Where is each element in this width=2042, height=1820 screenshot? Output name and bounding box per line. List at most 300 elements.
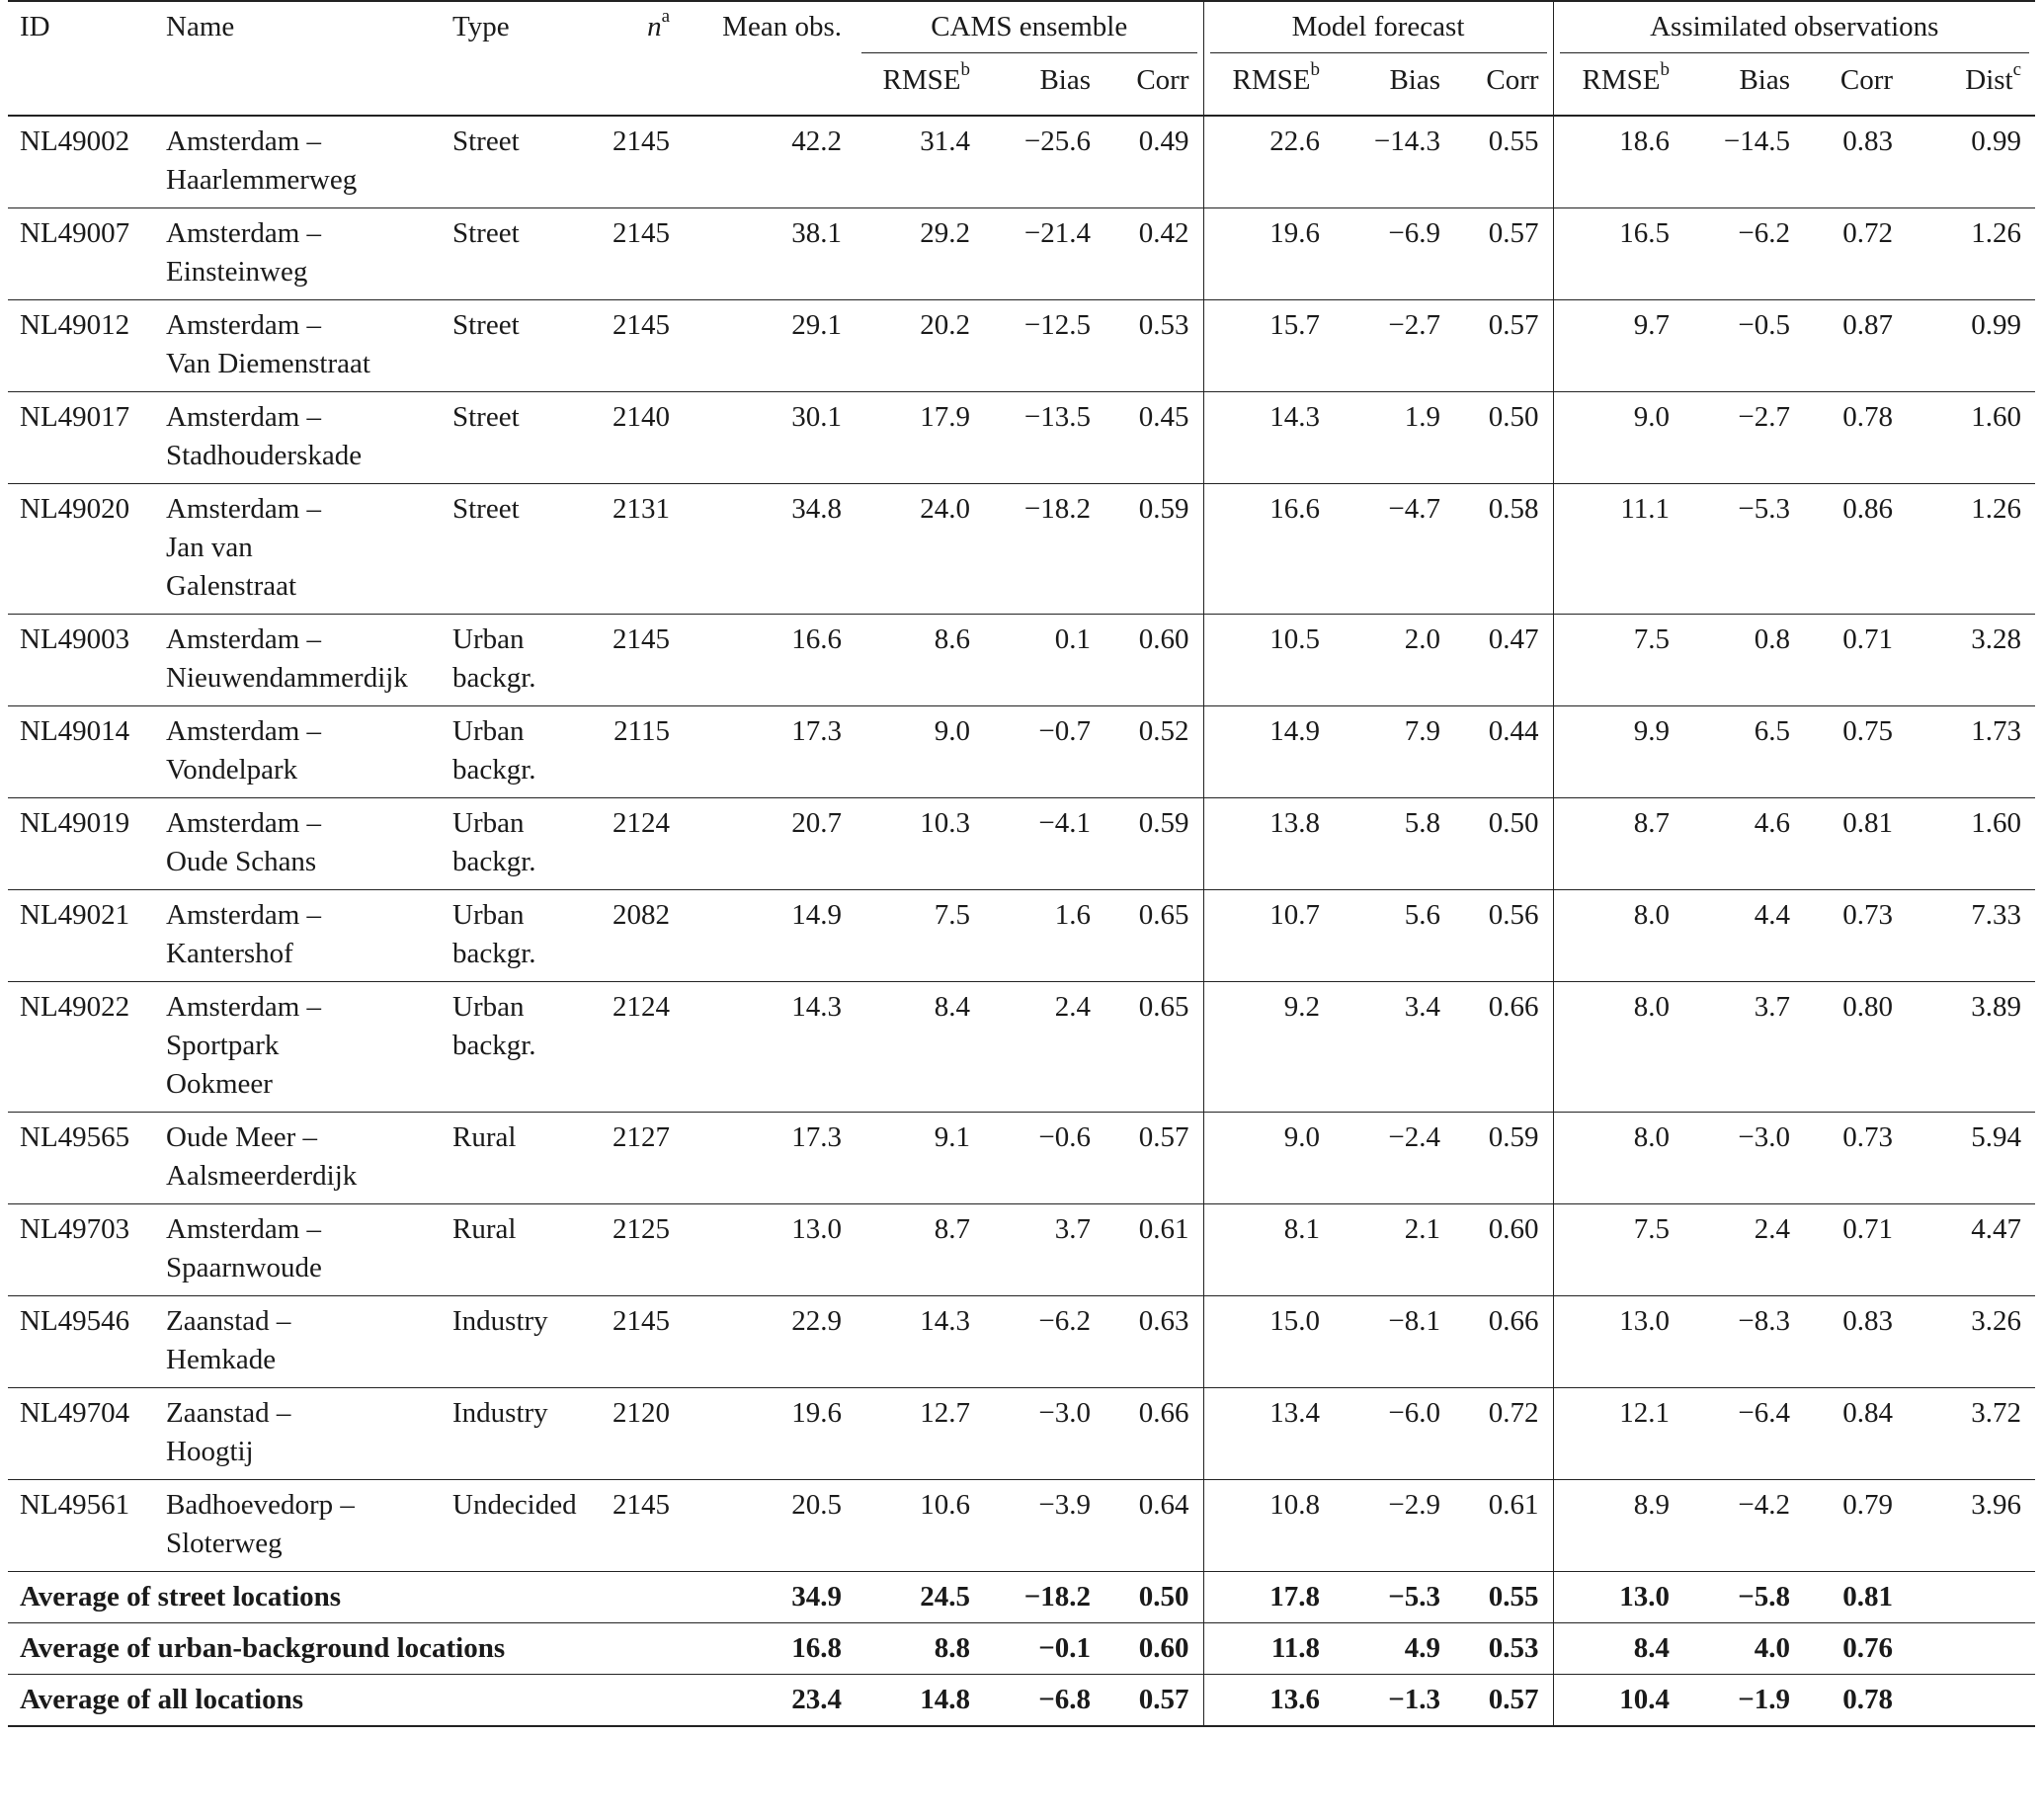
- cell-m-corr: 0.60: [1454, 1204, 1553, 1296]
- cell-id: NL49561: [8, 1480, 166, 1572]
- station-type-line: backgr.: [452, 662, 536, 694]
- average-cell-mean: 23.4: [670, 1675, 856, 1727]
- cell-a-rmse: 11.1: [1553, 484, 1683, 615]
- cell-dist: 1.60: [1907, 798, 2035, 890]
- station-type-line: Street: [452, 125, 520, 157]
- cell-mean: 30.1: [670, 392, 856, 484]
- cell-c-corr: 0.59: [1104, 798, 1203, 890]
- table-row: [8, 1113, 2035, 1204]
- average-cell-c-bias: −18.2: [984, 1572, 1104, 1623]
- footnote-b-marker: b: [960, 59, 970, 81]
- average-cell-c-corr: 0.60: [1104, 1623, 1203, 1675]
- cell-c-rmse: 8.6: [856, 615, 984, 706]
- cell-dist: 3.96: [1907, 1480, 2035, 1572]
- cell-name: [166, 1480, 452, 1572]
- average-label: Average of urban-background locations: [8, 1623, 670, 1675]
- cell-c-bias: 1.6: [984, 890, 1104, 982]
- average-cell-a-bias: 4.0: [1683, 1623, 1804, 1675]
- cell-a-bias: −6.4: [1683, 1388, 1804, 1480]
- cell-n: 2120: [591, 1388, 670, 1480]
- cell-c-bias: 2.4: [984, 982, 1104, 1113]
- cell-m-bias: 5.6: [1334, 890, 1454, 982]
- cell-name: [166, 300, 452, 392]
- station-name-line: Amsterdam –: [166, 401, 322, 433]
- sub-header-model-bias: Bias: [1334, 53, 1454, 116]
- cell-c-rmse: 17.9: [856, 392, 984, 484]
- cell-a-bias: 3.7: [1683, 982, 1804, 1113]
- col-header-type: Type: [452, 1, 591, 53]
- average-row: [8, 1572, 2035, 1623]
- cell-id: NL49012: [8, 300, 166, 392]
- sub-header-rmse-text: RMSE: [1582, 64, 1661, 96]
- station-name-line: Oude Schans: [166, 846, 317, 877]
- station-type-line: Urban: [452, 991, 525, 1023]
- cell-mean: 38.1: [670, 208, 856, 300]
- cell-c-corr: 0.59: [1104, 484, 1203, 615]
- cell-m-bias: 5.8: [1334, 798, 1454, 890]
- cell-id: NL49546: [8, 1296, 166, 1388]
- average-cell-dist: [1907, 1572, 2035, 1623]
- average-cell-a-rmse: 10.4: [1553, 1675, 1683, 1727]
- cell-c-rmse: 12.7: [856, 1388, 984, 1480]
- cell-c-bias: −21.4: [984, 208, 1104, 300]
- table-row: [8, 1296, 2035, 1388]
- cell-c-rmse: 24.0: [856, 484, 984, 615]
- average-cell-a-corr: 0.76: [1804, 1623, 1907, 1675]
- station-name-line: Badhoevedorp –: [166, 1489, 355, 1521]
- footnote-b-marker: b: [1310, 59, 1321, 81]
- cell-a-corr: 0.86: [1804, 484, 1907, 615]
- cell-m-corr: 0.50: [1454, 392, 1553, 484]
- cell-n: 2125: [591, 1204, 670, 1296]
- cell-m-rmse: 15.0: [1203, 1296, 1334, 1388]
- cell-name: [166, 208, 452, 300]
- cell-a-bias: 6.5: [1683, 706, 1804, 798]
- cell-m-bias: 7.9: [1334, 706, 1454, 798]
- cell-a-corr: 0.83: [1804, 116, 1907, 208]
- cell-a-corr: 0.78: [1804, 392, 1907, 484]
- cell-a-corr: 0.81: [1804, 798, 1907, 890]
- cell-name: [166, 392, 452, 484]
- average-cell-a-rmse: 8.4: [1553, 1623, 1683, 1675]
- cell-m-rmse: 13.8: [1203, 798, 1334, 890]
- sub-header-rmse-text: RMSE: [1232, 64, 1311, 96]
- cell-dist: 0.99: [1907, 116, 2035, 208]
- cell-type: [452, 116, 591, 208]
- station-type-line: Rural: [452, 1213, 517, 1245]
- cell-c-bias: −4.1: [984, 798, 1104, 890]
- average-cell-mean: 16.8: [670, 1623, 856, 1675]
- station-name-line: Amsterdam –: [166, 991, 322, 1023]
- cell-a-bias: −8.3: [1683, 1296, 1804, 1388]
- sub-header-assim-rmse: [1553, 53, 1683, 116]
- cell-c-corr: 0.64: [1104, 1480, 1203, 1572]
- cell-id: NL49704: [8, 1388, 166, 1480]
- cell-c-corr: 0.42: [1104, 208, 1203, 300]
- cell-c-bias: −3.9: [984, 1480, 1104, 1572]
- station-name-line: Amsterdam –: [166, 125, 322, 157]
- cell-m-corr: 0.72: [1454, 1388, 1553, 1480]
- cell-a-rmse: 7.5: [1553, 615, 1683, 706]
- average-cell-a-rmse: 13.0: [1553, 1572, 1683, 1623]
- group-header-model-label: Model forecast: [1210, 8, 1547, 53]
- cell-a-rmse: 8.0: [1553, 982, 1683, 1113]
- cell-mean: 20.7: [670, 798, 856, 890]
- cell-dist: 7.33: [1907, 890, 2035, 982]
- col-header-id: ID: [8, 1, 166, 53]
- cell-c-bias: −13.5: [984, 392, 1104, 484]
- cell-m-bias: 2.1: [1334, 1204, 1454, 1296]
- cell-a-bias: −4.2: [1683, 1480, 1804, 1572]
- cell-dist: 1.73: [1907, 706, 2035, 798]
- cell-name: [166, 1296, 452, 1388]
- cell-c-rmse: 10.6: [856, 1480, 984, 1572]
- cell-mean: 14.9: [670, 890, 856, 982]
- average-cell-m-corr: 0.53: [1454, 1623, 1553, 1675]
- cell-m-rmse: 16.6: [1203, 484, 1334, 615]
- station-type-line: Urban: [452, 715, 525, 747]
- footnote-a-marker: a: [661, 6, 670, 28]
- average-cell-m-bias: 4.9: [1334, 1623, 1454, 1675]
- cell-id: NL49020: [8, 484, 166, 615]
- cell-name: [166, 615, 452, 706]
- cell-m-bias: −6.0: [1334, 1388, 1454, 1480]
- group-header-assim-label: Assimilated observations: [1560, 8, 2030, 53]
- col-header-mean-obs: Mean obs.: [670, 1, 856, 53]
- cell-id: NL49022: [8, 982, 166, 1113]
- cell-mean: 22.9: [670, 1296, 856, 1388]
- cell-m-rmse: 15.7: [1203, 300, 1334, 392]
- station-name-line: Haarlemmerweg: [166, 164, 358, 196]
- cell-a-bias: −14.5: [1683, 116, 1804, 208]
- cell-m-rmse: 14.9: [1203, 706, 1334, 798]
- cell-a-rmse: 8.0: [1553, 890, 1683, 982]
- station-name-line: Aalsmeerderdijk: [166, 1160, 358, 1192]
- cell-n: 2145: [591, 116, 670, 208]
- cell-a-rmse: 8.9: [1553, 1480, 1683, 1572]
- cell-mean: 17.3: [670, 706, 856, 798]
- cell-type: [452, 1204, 591, 1296]
- cell-m-bias: −2.7: [1334, 300, 1454, 392]
- group-header-cams: [856, 1, 1203, 53]
- station-name-line: Kantershof: [166, 938, 293, 969]
- station-name-line: Amsterdam –: [166, 493, 322, 525]
- cell-c-rmse: 7.5: [856, 890, 984, 982]
- average-cell-a-corr: 0.81: [1804, 1572, 1907, 1623]
- table-row: [8, 484, 2035, 615]
- table-row: [8, 1204, 2035, 1296]
- cell-id: NL49003: [8, 615, 166, 706]
- col-header-n: [591, 1, 670, 53]
- cell-name: [166, 798, 452, 890]
- cell-dist: 1.26: [1907, 484, 2035, 615]
- cell-a-bias: −3.0: [1683, 1113, 1804, 1204]
- station-name-line: Zaanstad –: [166, 1397, 291, 1429]
- cell-m-rmse: 14.3: [1203, 392, 1334, 484]
- cell-c-bias: −18.2: [984, 484, 1104, 615]
- cell-a-bias: 4.6: [1683, 798, 1804, 890]
- station-name-line: Amsterdam –: [166, 309, 322, 341]
- sub-header-model-corr: Corr: [1454, 53, 1553, 116]
- cell-type: [452, 615, 591, 706]
- average-cell-dist: [1907, 1675, 2035, 1727]
- cell-c-corr: 0.63: [1104, 1296, 1203, 1388]
- footnote-c-marker: c: [2012, 59, 2022, 81]
- station-name-line: Oude Meer –: [166, 1121, 318, 1153]
- cell-m-rmse: 10.5: [1203, 615, 1334, 706]
- average-cell-c-rmse: 14.8: [856, 1675, 984, 1727]
- cell-c-rmse: 9.0: [856, 706, 984, 798]
- average-cell-m-bias: −1.3: [1334, 1675, 1454, 1727]
- average-cell-c-corr: 0.50: [1104, 1572, 1203, 1623]
- cell-a-rmse: 7.5: [1553, 1204, 1683, 1296]
- cell-n: 2124: [591, 798, 670, 890]
- cell-type: [452, 798, 591, 890]
- station-name-line: Zaanstad –: [166, 1305, 291, 1337]
- average-cell-m-rmse: 11.8: [1203, 1623, 1334, 1675]
- average-cell-dist: [1907, 1623, 2035, 1675]
- cell-m-rmse: 8.1: [1203, 1204, 1334, 1296]
- cell-name: [166, 706, 452, 798]
- cell-c-corr: 0.60: [1104, 615, 1203, 706]
- cell-c-bias: −0.7: [984, 706, 1104, 798]
- cell-name: [166, 116, 452, 208]
- station-name-line: Sportpark: [166, 1030, 280, 1061]
- cell-c-corr: 0.49: [1104, 116, 1203, 208]
- average-cell-c-rmse: 8.8: [856, 1623, 984, 1675]
- cell-a-corr: 0.84: [1804, 1388, 1907, 1480]
- cell-mean: 14.3: [670, 982, 856, 1113]
- average-cell-m-rmse: 17.8: [1203, 1572, 1334, 1623]
- cell-id: NL49703: [8, 1204, 166, 1296]
- cell-n: 2145: [591, 615, 670, 706]
- cell-name: [166, 1204, 452, 1296]
- cell-type: [452, 208, 591, 300]
- cell-type: [452, 484, 591, 615]
- average-row: [8, 1675, 2035, 1727]
- cell-c-rmse: 20.2: [856, 300, 984, 392]
- cell-n: 2131: [591, 484, 670, 615]
- station-type-line: Urban: [452, 623, 525, 655]
- cell-a-rmse: 9.9: [1553, 706, 1683, 798]
- group-header-cams-label: CAMS ensemble: [861, 8, 1197, 53]
- cell-dist: 4.47: [1907, 1204, 2035, 1296]
- cell-m-rmse: 9.2: [1203, 982, 1334, 1113]
- cell-c-rmse: 14.3: [856, 1296, 984, 1388]
- cell-c-corr: 0.66: [1104, 1388, 1203, 1480]
- table-wrapper: [8, 0, 2035, 1727]
- station-name-line: Sloterweg: [166, 1528, 283, 1559]
- station-type-line: Street: [452, 309, 520, 341]
- average-cell-a-bias: −5.8: [1683, 1572, 1804, 1623]
- cell-c-rmse: 10.3: [856, 798, 984, 890]
- average-cell-m-rmse: 13.6: [1203, 1675, 1334, 1727]
- station-type-line: backgr.: [452, 1030, 536, 1061]
- cell-a-bias: −0.5: [1683, 300, 1804, 392]
- cell-mean: 13.0: [670, 1204, 856, 1296]
- cell-m-corr: 0.44: [1454, 706, 1553, 798]
- cell-c-rmse: 8.4: [856, 982, 984, 1113]
- cell-c-corr: 0.45: [1104, 392, 1203, 484]
- cell-a-rmse: 9.0: [1553, 392, 1683, 484]
- cell-m-corr: 0.55: [1454, 116, 1553, 208]
- sub-header-cams-bias: Bias: [984, 53, 1104, 116]
- station-name-line: Van Diemenstraat: [166, 348, 370, 379]
- sub-header-assim-bias: Bias: [1683, 53, 1804, 116]
- cell-m-corr: 0.56: [1454, 890, 1553, 982]
- cell-a-bias: 0.8: [1683, 615, 1804, 706]
- cell-c-bias: −3.0: [984, 1388, 1104, 1480]
- cell-a-corr: 0.87: [1804, 300, 1907, 392]
- sub-header-assim-corr: Corr: [1804, 53, 1907, 116]
- table-row: [8, 615, 2035, 706]
- cell-a-corr: 0.71: [1804, 1204, 1907, 1296]
- cell-a-rmse: 9.7: [1553, 300, 1683, 392]
- cell-id: NL49014: [8, 706, 166, 798]
- cell-c-corr: 0.65: [1104, 890, 1203, 982]
- col-header-name: Name: [166, 1, 452, 53]
- cell-mean: 17.3: [670, 1113, 856, 1204]
- cell-n: 2124: [591, 982, 670, 1113]
- average-cell-m-bias: −5.3: [1334, 1572, 1454, 1623]
- cell-a-rmse: 8.7: [1553, 798, 1683, 890]
- cell-mean: 16.6: [670, 615, 856, 706]
- table-row: [8, 392, 2035, 484]
- cell-a-bias: 2.4: [1683, 1204, 1804, 1296]
- station-type-line: backgr.: [452, 754, 536, 786]
- cell-a-bias: −6.2: [1683, 208, 1804, 300]
- cell-m-rmse: 13.4: [1203, 1388, 1334, 1480]
- table-row: [8, 982, 2035, 1113]
- cell-dist: 3.72: [1907, 1388, 2035, 1480]
- cell-m-rmse: 19.6: [1203, 208, 1334, 300]
- cell-mean: 19.6: [670, 1388, 856, 1480]
- station-name-line: Amsterdam –: [166, 623, 322, 655]
- cell-c-bias: −6.2: [984, 1296, 1104, 1388]
- table-row: [8, 116, 2035, 208]
- cell-m-bias: −4.7: [1334, 484, 1454, 615]
- cell-m-bias: −14.3: [1334, 116, 1454, 208]
- station-type-line: Urban: [452, 899, 525, 931]
- table-row: [8, 1480, 2035, 1572]
- cell-c-bias: −12.5: [984, 300, 1104, 392]
- cell-mean: 29.1: [670, 300, 856, 392]
- station-name-line: Stadhouderskade: [166, 440, 363, 471]
- cell-n: 2082: [591, 890, 670, 982]
- table-row: [8, 890, 2035, 982]
- cell-n: 2145: [591, 1480, 670, 1572]
- cell-id: NL49565: [8, 1113, 166, 1204]
- station-name-line: Hemkade: [166, 1344, 277, 1375]
- station-name-line: Amsterdam –: [166, 1213, 322, 1245]
- cell-n: 2145: [591, 208, 670, 300]
- sub-header-rmse-text: RMSE: [882, 64, 961, 96]
- station-type-line: Street: [452, 401, 520, 433]
- cell-a-rmse: 18.6: [1553, 116, 1683, 208]
- cell-type: [452, 1480, 591, 1572]
- cell-m-corr: 0.59: [1454, 1113, 1553, 1204]
- cell-mean: 34.8: [670, 484, 856, 615]
- cell-m-bias: −2.9: [1334, 1480, 1454, 1572]
- cell-m-bias: −8.1: [1334, 1296, 1454, 1388]
- cell-a-bias: −2.7: [1683, 392, 1804, 484]
- cell-id: NL49002: [8, 116, 166, 208]
- cell-m-corr: 0.58: [1454, 484, 1553, 615]
- table-row: [8, 300, 2035, 392]
- cell-dist: 5.94: [1907, 1113, 2035, 1204]
- cell-id: NL49021: [8, 890, 166, 982]
- cell-m-bias: −2.4: [1334, 1113, 1454, 1204]
- cell-c-corr: 0.53: [1104, 300, 1203, 392]
- station-name-line: Jan van: [166, 532, 253, 563]
- station-name-line: Galenstraat: [166, 570, 297, 602]
- station-name-line: Amsterdam –: [166, 807, 322, 839]
- cell-id: NL49019: [8, 798, 166, 890]
- station-name-line: Ookmeer: [166, 1068, 273, 1100]
- station-type-line: Street: [452, 217, 520, 249]
- cell-a-rmse: 8.0: [1553, 1113, 1683, 1204]
- cell-name: [166, 1113, 452, 1204]
- cell-c-rmse: 8.7: [856, 1204, 984, 1296]
- station-name-line: Spaarnwoude: [166, 1252, 322, 1283]
- sub-header-cams-corr: Corr: [1104, 53, 1203, 116]
- cell-m-corr: 0.57: [1454, 208, 1553, 300]
- cell-name: [166, 982, 452, 1113]
- cell-m-corr: 0.47: [1454, 615, 1553, 706]
- cell-a-corr: 0.71: [1804, 615, 1907, 706]
- station-type-line: Rural: [452, 1121, 517, 1153]
- cell-c-bias: 3.7: [984, 1204, 1104, 1296]
- cell-type: [452, 300, 591, 392]
- cell-dist: 1.60: [1907, 392, 2035, 484]
- cell-n: 2140: [591, 392, 670, 484]
- cell-a-bias: −5.3: [1683, 484, 1804, 615]
- cell-m-rmse: 9.0: [1203, 1113, 1334, 1204]
- cell-dist: 3.28: [1907, 615, 2035, 706]
- cell-c-rmse: 31.4: [856, 116, 984, 208]
- cell-m-bias: 3.4: [1334, 982, 1454, 1113]
- cell-a-rmse: 16.5: [1553, 208, 1683, 300]
- cell-type: [452, 1296, 591, 1388]
- sub-header-cams-rmse: [856, 53, 984, 116]
- cell-mean: 20.5: [670, 1480, 856, 1572]
- cell-m-corr: 0.66: [1454, 982, 1553, 1113]
- cell-c-bias: −0.6: [984, 1113, 1104, 1204]
- station-name-line: Hoogtij: [166, 1436, 254, 1467]
- cell-a-corr: 0.79: [1804, 1480, 1907, 1572]
- cell-type: [452, 1113, 591, 1204]
- cell-a-corr: 0.83: [1804, 1296, 1907, 1388]
- cell-id: NL49007: [8, 208, 166, 300]
- cell-type: [452, 706, 591, 798]
- average-cell-m-corr: 0.57: [1454, 1675, 1553, 1727]
- cell-c-rmse: 9.1: [856, 1113, 984, 1204]
- cell-a-corr: 0.80: [1804, 982, 1907, 1113]
- group-header-model: [1203, 1, 1553, 53]
- table-header: [8, 1, 2035, 116]
- station-type-line: Industry: [452, 1305, 548, 1337]
- col-header-n-text: n: [647, 11, 662, 42]
- station-type-line: Undecided: [452, 1489, 577, 1521]
- station-name-line: Amsterdam –: [166, 217, 322, 249]
- station-name-line: Einsteinweg: [166, 256, 308, 288]
- cell-dist: 1.26: [1907, 208, 2035, 300]
- cell-dist: 0.99: [1907, 300, 2035, 392]
- cell-name: [166, 484, 452, 615]
- average-row: [8, 1623, 2035, 1675]
- cell-m-bias: 2.0: [1334, 615, 1454, 706]
- cell-m-rmse: 10.7: [1203, 890, 1334, 982]
